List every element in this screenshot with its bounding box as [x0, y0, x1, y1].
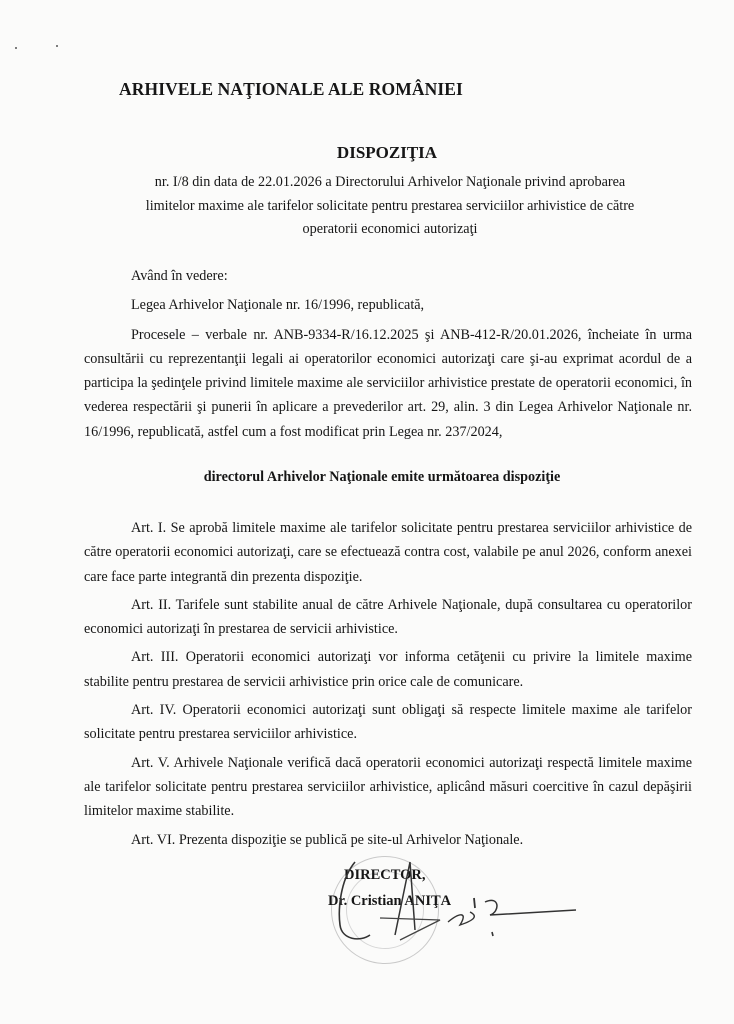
articles-list — [84, 516, 692, 856]
signature-block — [300, 850, 640, 980]
handwritten-signature-icon — [300, 850, 640, 980]
preamble — [84, 264, 692, 444]
director-name: Dr. Cristian ANIŢA — [328, 893, 452, 909]
document-title: DISPOZIŢIA — [336, 143, 438, 162]
scan-speck — [56, 45, 58, 47]
institution-name: ARHIVELE NAŢIONALE ALE ROMÂNIEI — [119, 79, 463, 99]
article-4: Art. IV. Operatorii economici autorizaţi sunt obligaţi să respecte limitele maxime ale tarifelor solicitate pentru prestarea serviciilor arhivistice. — [84, 702, 692, 743]
preamble-minutes: Procesele – verbale nr. ANB-9334-R/16.12.2025 şi ANB-412-R/20.01.2026, încheiate în urma consultării cu reprezentanţii legali ai operatorilor economici autorizaţi care şi-au exprimat acordul de a participa la şedinţele privind limitele maxime ale serviciilor arhivistice prestate de operatorii economici, în vederea respectării şi punerii în aplicare a prevederilor art. 29, alin. 3 din Legea Arhivelor Naţionale nr. 16/1996, republicată, astfel cum a fost modificat prin Legea nr. 237/2024, — [84, 326, 692, 440]
preamble-law: Legea Arhivelor Naţionale nr. 16/1996, republicată, — [131, 297, 425, 314]
director-title: DIRECTOR, — [344, 867, 426, 883]
document-subtitle: nr. I/8 din data de 22.01.2026 a Directorului Arhivelor Naţionale privind aprobarea limitelor maxime ale tarifelor solicitate pentru prestarea serviciilor arhivistice de către operatorii economici autorizaţi — [145, 174, 635, 237]
scan-speck — [15, 47, 17, 49]
preamble-intro: Având în vedere: — [131, 268, 228, 284]
article-1: Art. I. Se aprobă limitele maxime ale tarifelor solicitate pentru prestarea serviciilor arhivistice de către operatorii economici autorizaţi, care se efectuează contra cost, valabile pe anul 2026, conform anexei care face parte integrantă din prezenta dispoziţie. — [84, 520, 692, 585]
article-6: Art. VI. Prezenta dispoziţie se publică pe site-ul Arhivelor Naţionale. — [131, 831, 524, 848]
article-3: Art. III. Operatorii economici autorizaţi vor informa cetăţenii cu privire la limitele maxime stabilite pentru prestarea de servicii arhivistice prin orice cale de comunicare. — [84, 649, 692, 690]
decision-heading: directorul Arhivelor Naţionale emite următoarea dispoziţie — [203, 469, 561, 485]
article-5: Art. V. Arhivele Naţionale verifică dacă operatorii economici autorizaţi respectă limitele maxime ale tarifelor solicitate pentru prestarea serviciilor arhivistice, aplicând măsuri coercitive în cazul depăşirii limitelor maxime stabilite. — [84, 754, 692, 820]
article-2: Art. II. Tarifele sunt stabilite anual de către Arhivele Naţionale, după consultarea cu operatorilor economici autorizaţi în prestarea de servicii arhivistice. — [84, 596, 692, 638]
